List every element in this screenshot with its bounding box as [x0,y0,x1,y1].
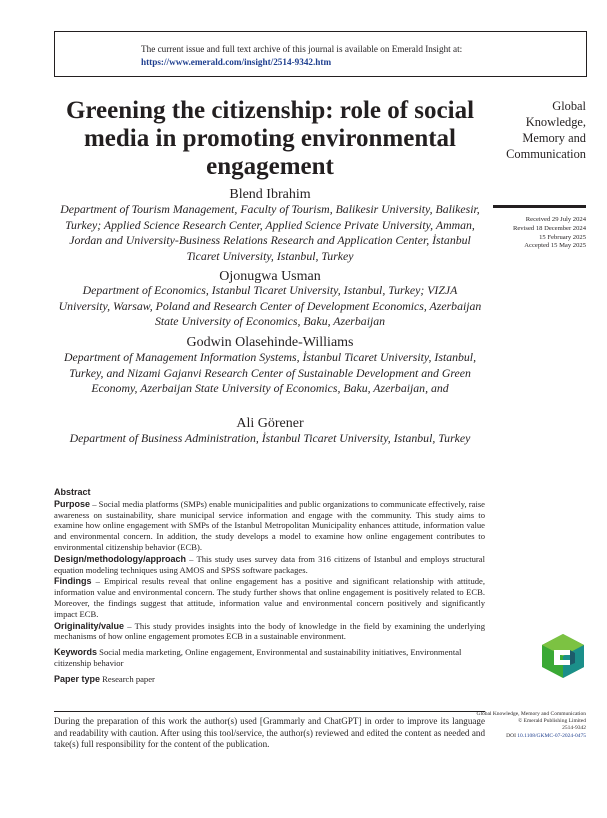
keywords-text: Social media marketing, Online engagement, Environmental and sustainability initiatives, Environmental citizenship behavior [54,647,462,668]
article-title: Greening the citizenship: role of social media in promoting environmental engagement [65,97,475,180]
journal-url-link[interactable]: https://www.emerald.com/insight/2514-9342.htm [141,57,332,67]
availability-notice-box [54,31,587,77]
paper-type [54,674,485,685]
findings-text: – Empirical results reveal that online engagement has a positive and significant relationship with attitude, information value and environmental concern. The study further shows that online engagement is positively related to ECB. Moreover, the findings suggest that attitude, information value and environmental concern positively and significantly impact ECB. [54,576,485,619]
paper-type-label: Paper type [54,673,101,684]
revised-date: Revised 18 December 2024 [512,224,586,232]
keywords [54,647,485,669]
journal-name-line: Communication [506,147,586,161]
author-name-2: Ojonugwa Usman [219,269,321,284]
journal-name [476,98,586,162]
author-name-4: Ali Görener [236,416,304,431]
originality-text: – This study provides insights into the body of knowledge in the field by examining the underlying mechanisms of how online engagement promotes ECB in a sustainable environment. [54,620,485,642]
abstract-findings [54,576,485,619]
doi-link[interactable]: 10.1108/GKMC-07-2024-0475 [517,732,586,739]
abstract-design [54,554,485,576]
purpose-text: – Social media platforms (SMPs) enable municipalities and public organizations to communicate effectively, raise awareness on sustainability, share municipal service information and engage with the community. This study aims to examine how online engagement with SMPs of the Istanbul Metropolitan Municipality enhances attitude, information value and environmental concern. In addition, the study develops a model to examine how online engagement contributes to environmental citizenship behavior (ECB). [54,498,485,552]
author-affiliation-3: Department of Management Information Systems, İstanbul Ticaret University, Istanbul, Turkey, and Nizami Gajanvi Research Center of Sustainable Development and Green Economy, Azerbaijan State University of Economics, Baku, Azerbaijan, and [63,350,477,395]
author-affiliation-1: Department of Tourism Management, Faculty of Tourism, Balikesir University, Balikesir, Turkey; Applied Science Research Center, Applied Science Private University, Amman, Jordan and University-Business Relations Research and Application Center, İstanbul Ticaret University, Istanbul, Turkey [60,202,480,263]
journal-name-line: Knowledge, [525,115,586,129]
design-text: – This study uses survey data from 316 citizens of Istanbul and employs structural equation modeling techniques using AMOS and SPSS software packages. [54,553,485,575]
pubinfo-issn: 2514-9342 [562,725,586,732]
sidebar-divider [493,205,586,208]
abstract-section [54,487,485,686]
footnote-rule [54,711,485,712]
author-name-3: Godwin Olasehinde-Williams [186,335,354,350]
doi-label: DOI [506,732,516,739]
abstract-purpose [54,499,485,553]
author-name-1: Blend Ibrahim [229,187,311,202]
author-affiliation-2: Department of Economics, Istanbul Ticaret University, Istanbul, Turkey; VIZJA University, Warsaw, Poland and Research Center of Development Economics, Azerbaijan State University of Economics, Baku, Azerbaijan [58,283,482,328]
article-dates [476,216,586,251]
originality-label: Originality/value [54,620,125,631]
pubinfo-journal: Global Knowledge, Memory and Communication [476,711,586,717]
revised-date-2: 15 February 2025 [539,233,586,241]
received-date: Received 29 July 2024 [525,216,586,223]
purpose-label: Purpose [54,498,91,509]
ai-use-footnote: During the preparation of this work the author(s) used [Grammarly and ChatGPT] in order to improve its language and readability with caution. After using this tool/service, the author(s) reviewed and edited the content as needed and take(s) full responsibility for the content of the publication. [54,716,485,749]
design-label: Design/methodology/approach [54,553,187,564]
author-affiliation-4: Department of Business Administration, İstanbul Ticaret University, Istanbul, Turkey [69,431,471,445]
abstract-heading: Abstract [54,487,91,497]
journal-name-line: Memory and [522,131,586,145]
accepted-date: Accepted 15 May 2025 [524,242,586,250]
pubinfo-doi [476,733,586,740]
paper-type-text: Research paper [100,673,155,684]
publication-info [476,711,586,740]
abstract-originality [54,621,485,643]
keywords-label: Keywords [54,647,98,658]
availability-notice [141,43,462,69]
findings-label: Findings [54,576,92,587]
availability-notice-text: The current issue and full text archive of this journal is available on Emerald Insight at: [141,44,463,54]
pubinfo-publisher: © Emerald Publishing Limited [518,718,586,725]
journal-name-line: Global [552,99,586,113]
emerald-crossref-logo [540,633,586,679]
